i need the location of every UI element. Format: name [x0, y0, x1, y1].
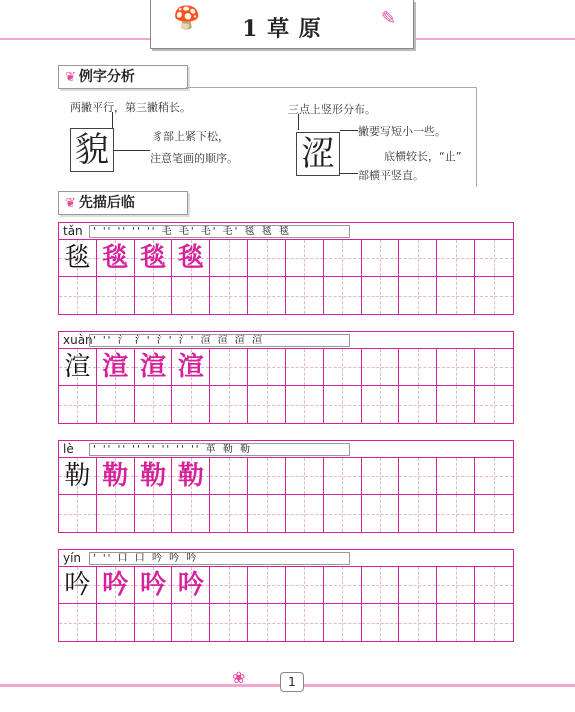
- grid-cell[interactable]: [248, 349, 286, 386]
- grid-cell[interactable]: [475, 349, 513, 386]
- grid-cell[interactable]: [399, 567, 437, 604]
- section-line: [186, 87, 476, 88]
- grid-cell[interactable]: [59, 240, 97, 277]
- page-number: 1: [280, 672, 304, 692]
- trace-char: 勒: [140, 461, 167, 491]
- grid-cell[interactable]: [286, 240, 324, 277]
- grid-cell[interactable]: [135, 349, 173, 386]
- grid-cell[interactable]: [437, 349, 475, 386]
- grid-cell[interactable]: [97, 495, 135, 532]
- writing-grid: [59, 458, 513, 532]
- grid-cell[interactable]: [437, 458, 475, 495]
- practice-block: [58, 222, 514, 315]
- grid-cell[interactable]: [437, 240, 475, 277]
- grid-cell[interactable]: [210, 349, 248, 386]
- grid-cell[interactable]: [362, 458, 400, 495]
- grid-cell[interactable]: [210, 495, 248, 532]
- grid-cell[interactable]: [172, 386, 210, 423]
- grid-cell[interactable]: [59, 277, 97, 314]
- grid-cell[interactable]: [362, 567, 400, 604]
- grid-cell[interactable]: [59, 604, 97, 641]
- trace-char: 吟: [140, 570, 167, 600]
- grid-cell[interactable]: [399, 458, 437, 495]
- grid-cell[interactable]: [248, 240, 286, 277]
- grid-cell[interactable]: [248, 386, 286, 423]
- trace-char: 渲: [177, 352, 204, 382]
- grid-cell[interactable]: [172, 458, 210, 495]
- grid-cell[interactable]: [362, 349, 400, 386]
- grid-cell[interactable]: [97, 240, 135, 277]
- leader-line: [298, 114, 299, 130]
- practice-header: [59, 441, 513, 458]
- grid-cell[interactable]: [97, 567, 135, 604]
- practice-block: [58, 331, 514, 424]
- grid-cell[interactable]: [135, 567, 173, 604]
- grid-cell[interactable]: [210, 604, 248, 641]
- grid-cell[interactable]: [324, 567, 362, 604]
- practice-block: [58, 549, 514, 642]
- char2-note-right-2: 底横较长，“止”: [384, 150, 462, 163]
- grid-cell[interactable]: [97, 386, 135, 423]
- grid-cell[interactable]: [172, 349, 210, 386]
- pinyin: yín: [63, 551, 82, 565]
- model-char: 勒: [64, 461, 91, 491]
- title-rule: [0, 38, 150, 40]
- grid-cell[interactable]: [286, 386, 324, 423]
- char2-note-right-3: 部横平竖直。: [358, 169, 424, 182]
- grid-cell[interactable]: [437, 386, 475, 423]
- grid-cell[interactable]: [437, 495, 475, 532]
- grid-cell[interactable]: [210, 567, 248, 604]
- grid-cell[interactable]: [135, 386, 173, 423]
- writing-grid: [59, 240, 513, 314]
- grid-cell[interactable]: [286, 604, 324, 641]
- grid-cell[interactable]: [362, 277, 400, 314]
- grid-cell[interactable]: [475, 240, 513, 277]
- mushroom-icon: 🍄: [173, 6, 201, 31]
- grid-cell[interactable]: [210, 386, 248, 423]
- model-char: 吟: [64, 570, 91, 600]
- writing-grid: [59, 567, 513, 641]
- grid-cell[interactable]: [135, 458, 173, 495]
- practice-header: [59, 550, 513, 567]
- char2-note-right-1: 撇要写短小一些。: [358, 125, 446, 138]
- grid-cell[interactable]: [135, 604, 173, 641]
- grid-cell[interactable]: [362, 604, 400, 641]
- grid-cell[interactable]: [437, 567, 475, 604]
- practice-block: [58, 440, 514, 533]
- grid-cell[interactable]: [97, 458, 135, 495]
- grid-cell[interactable]: [475, 604, 513, 641]
- char1-note-right-2: 注意笔画的顺序。: [150, 152, 238, 165]
- pinyin: tǎn: [63, 224, 83, 238]
- title-banner: [150, 0, 414, 49]
- grid-cell[interactable]: [135, 277, 173, 314]
- grid-cell[interactable]: [172, 277, 210, 314]
- grid-cell[interactable]: [437, 604, 475, 641]
- grid-cell[interactable]: [172, 567, 210, 604]
- stroke-order: ' '' 口 口 吟 吟 吟: [89, 552, 350, 565]
- grid-cell[interactable]: [475, 495, 513, 532]
- grid-cell[interactable]: [286, 458, 324, 495]
- grid-cell[interactable]: [475, 277, 513, 314]
- leader-line: [340, 130, 358, 131]
- trace-char: 吟: [102, 570, 129, 600]
- grid-cell[interactable]: [286, 277, 324, 314]
- section-header-analysis: [58, 65, 188, 89]
- leader-line: [114, 150, 150, 151]
- grid-cell[interactable]: [324, 240, 362, 277]
- grid-cell[interactable]: [172, 604, 210, 641]
- stroke-order: ' '' 氵 氵' 氵' 氵' 渲 渲 渲 渲: [89, 334, 350, 347]
- section-header-practice: [58, 191, 188, 215]
- grid-cell[interactable]: [210, 458, 248, 495]
- section-title: 例字分析: [78, 69, 135, 85]
- grid-cell[interactable]: [248, 277, 286, 314]
- trace-char: 渲: [102, 352, 129, 382]
- grid-cell[interactable]: [324, 277, 362, 314]
- grid-cell[interactable]: [172, 240, 210, 277]
- crayon-icon: ✎: [381, 8, 397, 29]
- trace-char: 毯: [102, 243, 129, 273]
- grid-cell[interactable]: [475, 386, 513, 423]
- trace-char: 毯: [140, 243, 167, 273]
- page-title: 1 草 原: [242, 16, 322, 42]
- leader-line: [340, 173, 358, 174]
- grid-cell[interactable]: [437, 277, 475, 314]
- grid-cell[interactable]: [97, 277, 135, 314]
- practice-header: [59, 332, 513, 349]
- grid-cell[interactable]: [59, 349, 97, 386]
- pinyin: xuàn: [63, 333, 93, 347]
- section-title: 先描后临: [78, 195, 135, 211]
- pinyin: lè: [63, 442, 74, 456]
- char1-note-top: 两撇平行，第三撇稍长。: [70, 101, 191, 114]
- model-char: 渲: [64, 352, 91, 382]
- grid-cell[interactable]: [172, 495, 210, 532]
- grid-cell[interactable]: [362, 386, 400, 423]
- model-char: 毯: [64, 243, 91, 273]
- char1-note-right-1: 豸部上紧下松，: [152, 130, 229, 143]
- grid-cell[interactable]: [475, 567, 513, 604]
- trace-char: 渲: [140, 352, 167, 382]
- stroke-order: ' '' '' '' '' 毛 毛' 毛' 毛' 毯 毯 毯: [89, 225, 350, 238]
- grid-cell[interactable]: [248, 604, 286, 641]
- bird-icon: ❦: [65, 196, 76, 211]
- grid-cell[interactable]: [324, 349, 362, 386]
- example-char-2: 涩: [296, 132, 340, 176]
- bunny-icon: ❀: [232, 668, 246, 687]
- bird-icon: ❦: [65, 70, 76, 85]
- grid-cell[interactable]: [399, 277, 437, 314]
- grid-cell[interactable]: [399, 495, 437, 532]
- grid-cell[interactable]: [286, 349, 324, 386]
- grid-cell[interactable]: [324, 604, 362, 641]
- practice-header: [59, 223, 513, 240]
- title-rule-right: [412, 38, 575, 40]
- section-line-vertical: [476, 87, 477, 187]
- grid-cell[interactable]: [399, 386, 437, 423]
- grid-cell[interactable]: [248, 458, 286, 495]
- grid-cell[interactable]: [475, 458, 513, 495]
- grid-cell[interactable]: [324, 458, 362, 495]
- grid-cell[interactable]: [59, 458, 97, 495]
- example-char-1: 貌: [70, 128, 114, 172]
- grid-cell[interactable]: [135, 240, 173, 277]
- grid-cell[interactable]: [324, 495, 362, 532]
- grid-cell[interactable]: [59, 386, 97, 423]
- grid-cell[interactable]: [59, 495, 97, 532]
- grid-cell[interactable]: [362, 495, 400, 532]
- trace-char: 吟: [177, 570, 204, 600]
- grid-cell[interactable]: [97, 349, 135, 386]
- grid-cell[interactable]: [399, 604, 437, 641]
- grid-cell[interactable]: [399, 349, 437, 386]
- grid-cell[interactable]: [286, 495, 324, 532]
- grid-cell[interactable]: [97, 604, 135, 641]
- grid-cell[interactable]: [210, 240, 248, 277]
- grid-cell[interactable]: [248, 567, 286, 604]
- grid-cell[interactable]: [135, 495, 173, 532]
- char2-note-top: 三点上竖形分布。: [288, 103, 376, 116]
- trace-char: 勒: [102, 461, 129, 491]
- grid-cell[interactable]: [362, 240, 400, 277]
- grid-cell[interactable]: [399, 240, 437, 277]
- trace-char: 勒: [177, 461, 204, 491]
- grid-cell[interactable]: [59, 567, 97, 604]
- grid-cell[interactable]: [210, 277, 248, 314]
- trace-char: 毯: [177, 243, 204, 273]
- stroke-order: ' '' '' '' '' '' '' '' 革 勒 勒: [89, 443, 350, 456]
- grid-cell[interactable]: [286, 567, 324, 604]
- grid-cell[interactable]: [324, 386, 362, 423]
- grid-cell[interactable]: [248, 495, 286, 532]
- writing-grid: [59, 349, 513, 423]
